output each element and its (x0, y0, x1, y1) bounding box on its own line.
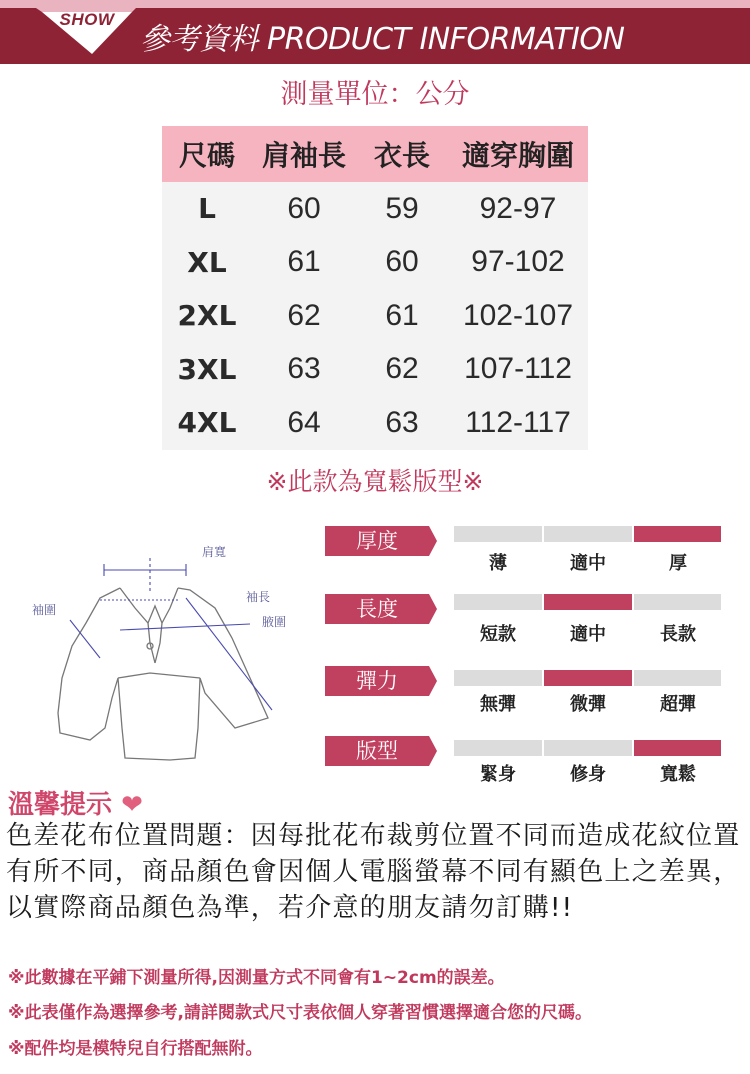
show-tag-label: SHOW (59, 10, 115, 29)
scale-option: 薄 (489, 553, 507, 574)
heart-icon: ❤ (121, 790, 143, 820)
scale-segment (544, 526, 632, 542)
tips-title: 溫馨提示 (8, 790, 113, 820)
cell-sleeve-length: 62 (287, 298, 321, 332)
scale-option: 超彈 (660, 694, 696, 715)
cell-body-length: 60 (385, 245, 419, 279)
scale-option: 適中 (570, 553, 606, 574)
sleeve-opening-label: 袖圍 (32, 603, 57, 617)
note-accessories: ※配件均是模特兒自行搭配無附。 (8, 1039, 263, 1059)
measurement-unit: 測量單位：公分 (280, 79, 470, 110)
attribute-name: 厚度 (356, 529, 398, 553)
note-measurement: ※此數據在平鋪下測量所得,因測量方式不同會有1~2cm的誤差。 (8, 968, 505, 988)
scale-segment (454, 740, 542, 756)
cell-body-length: 59 (385, 191, 419, 225)
scale-segment (634, 594, 721, 610)
attribute-name: 彈力 (356, 669, 398, 693)
scale-segment (454, 594, 542, 610)
table-row (162, 236, 588, 290)
fit-note: ※此款為寬鬆版型※ (266, 467, 484, 496)
cell-sleeve-length: 63 (287, 352, 321, 386)
scale-segment (634, 670, 721, 686)
scale-option: 厚 (669, 553, 687, 574)
cell-size: 3XL (177, 352, 237, 386)
table-header-row (162, 126, 588, 182)
sleeve-length-label: 袖長 (246, 590, 271, 604)
table-row (162, 343, 588, 397)
header-sleeve-length: 肩袖長 (252, 126, 356, 182)
scale-segment (454, 526, 542, 542)
scale-segment-selected (634, 526, 721, 542)
cell-sleeve-length: 64 (287, 405, 321, 439)
shoulder-width-label: 肩寬 (202, 545, 227, 559)
cell-size: L (198, 192, 216, 226)
scale-segment (454, 670, 542, 686)
cell-chest: 92-97 (479, 191, 557, 225)
attribute-name: 長度 (356, 597, 398, 621)
header-top-stripe (0, 0, 750, 8)
cell-chest: 112-117 (465, 405, 571, 439)
cell-chest: 107-112 (464, 352, 572, 386)
header-chest: 適穿胸圍 (448, 126, 588, 182)
cell-size: XL (187, 245, 227, 279)
armpit-label: 腋圍 (262, 615, 287, 629)
scale-option: 適中 (570, 624, 606, 645)
size-table (162, 126, 588, 450)
scale-option: 長款 (660, 624, 696, 645)
cell-body-length: 62 (385, 352, 419, 386)
cell-sleeve-length: 60 (287, 191, 321, 225)
tips-heading (8, 784, 143, 821)
scale-option: 短款 (480, 624, 516, 645)
header-body-length: 衣長 (356, 126, 448, 182)
tips-body: 色差花布位置問題：因每批花布裁剪位置不同而造成花紋位置有所不同，商品顏色會因個人電腦螢幕不同有顯色上之差異，以實際商品顏色為準，若介意的朋友請勿訂購!! (6, 821, 741, 923)
scale-segment-selected (544, 594, 632, 610)
cell-chest: 102-107 (462, 298, 574, 332)
scale-segment-selected (634, 740, 721, 756)
cell-size: 2XL (177, 299, 237, 333)
scale-segment-selected (544, 670, 632, 686)
page-title: 參考資料 PRODUCT INFORMATION (140, 22, 625, 57)
cell-size: 4XL (177, 406, 237, 440)
measure-lines (70, 558, 272, 710)
jacket-measurement-diagram (0, 528, 310, 768)
table-row (162, 289, 588, 343)
scale-option: 修身 (570, 764, 606, 785)
attribute-name: 版型 (356, 739, 398, 763)
cell-sleeve-length: 61 (287, 245, 321, 279)
scale-segment (544, 740, 632, 756)
cell-chest: 97-102 (471, 245, 565, 279)
scale-option: 微彈 (570, 694, 606, 715)
cell-body-length: 63 (385, 405, 419, 439)
table-row (162, 396, 588, 450)
scale-option: 緊身 (480, 764, 516, 785)
note-reference: ※此表僅作為選擇參考,請詳閱款式尺寸表依個人穿著習慣選擇適合您的尺碼。 (8, 1003, 592, 1023)
table-row (162, 182, 588, 236)
scale-option: 無彈 (480, 694, 516, 715)
cell-body-length: 61 (385, 298, 419, 332)
scale-option: 寬鬆 (660, 764, 696, 785)
jacket-outline (58, 588, 271, 760)
header-size: 尺碼 (162, 126, 252, 182)
